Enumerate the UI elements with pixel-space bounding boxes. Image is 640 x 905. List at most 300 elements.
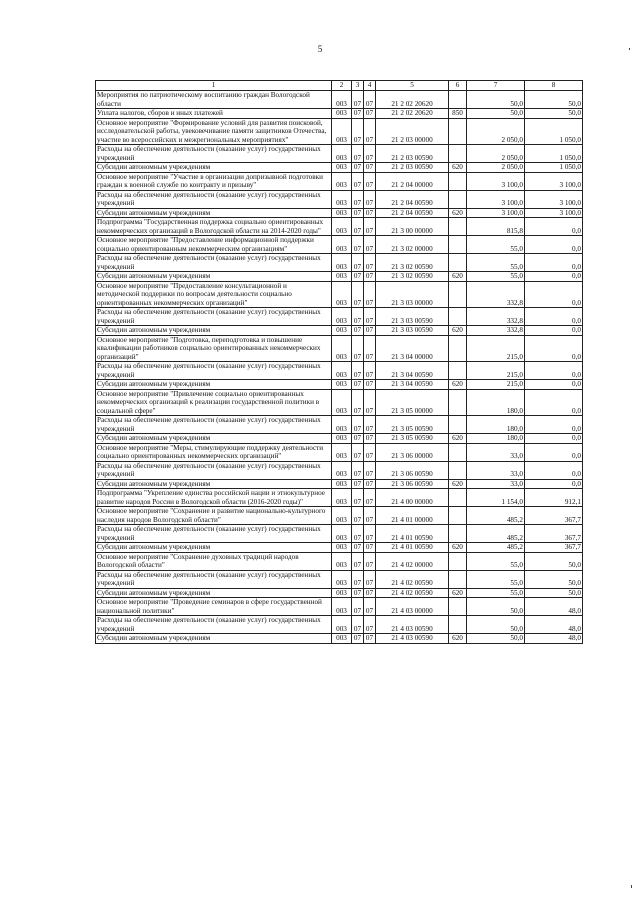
row-name-cell: Основное мероприятие "Сохранение и развитие национально-культурного наследия народов Вологодской области": [96, 507, 332, 525]
table-row: [96, 461, 583, 479]
amount-year1-cell: 2 050,0: [467, 118, 525, 145]
expense-type-cell: [449, 598, 467, 616]
section-code-cell: 07: [352, 326, 364, 336]
target-article-cell: 21 3 02 00000: [376, 236, 449, 254]
admin-code-cell: 003: [332, 208, 352, 218]
subsection-code-cell: 07: [364, 434, 376, 444]
admin-code-cell: 003: [332, 218, 352, 236]
admin-code-cell: 003: [332, 109, 352, 119]
target-article-cell: 21 4 02 00590: [376, 570, 449, 588]
column-header: 6: [449, 81, 467, 91]
amount-year1-cell: 180,0: [467, 389, 525, 416]
row-name-cell: Субсидии автономным учреждениям: [96, 163, 332, 173]
row-name-cell: Расходы на обеспечение деятельности (оказание услуг) государственных учреждений: [96, 254, 332, 272]
subsection-code-cell: 07: [364, 389, 376, 416]
subsection-code-cell: 07: [364, 172, 376, 190]
section-code-cell: 07: [352, 281, 364, 308]
table-row: [96, 236, 583, 254]
target-article-cell: 21 2 04 00590: [376, 208, 449, 218]
section-code-cell: 07: [352, 236, 364, 254]
target-article-cell: 21 4 03 00590: [376, 634, 449, 644]
table-row: [96, 335, 583, 362]
amount-year1-cell: 50,0: [467, 109, 525, 119]
amount-year2-cell: 50,0: [525, 588, 583, 598]
expense-type-cell: [449, 218, 467, 236]
amount-year2-cell: 912,1: [525, 489, 583, 507]
target-article-cell: 21 4 01 00000: [376, 507, 449, 525]
row-name-cell: Субсидии автономным учреждениям: [96, 272, 332, 282]
subsection-code-cell: 07: [364, 616, 376, 634]
row-name-cell: Расходы на обеспечение деятельности (оказание услуг) государственных учреждений: [96, 416, 332, 434]
section-code-cell: 07: [352, 479, 364, 489]
admin-code-cell: 003: [332, 190, 352, 208]
section-code-cell: 07: [352, 588, 364, 598]
target-article-cell: 21 3 06 00590: [376, 461, 449, 479]
section-code-cell: 07: [352, 254, 364, 272]
amount-year2-cell: 50,0: [525, 91, 583, 109]
table-row: [96, 543, 583, 553]
target-article-cell: 21 4 02 00000: [376, 552, 449, 570]
row-name-cell: Расходы на обеспечение деятельности (оказание услуг) государственных учреждений: [96, 190, 332, 208]
subsection-code-cell: 07: [364, 489, 376, 507]
admin-code-cell: 003: [332, 443, 352, 461]
amount-year1-cell: 485,2: [467, 507, 525, 525]
target-article-cell: 21 3 05 00000: [376, 389, 449, 416]
amount-year2-cell: 0,0: [525, 362, 583, 380]
expense-type-cell: 620: [449, 588, 467, 598]
section-code-cell: 07: [352, 172, 364, 190]
admin-code-cell: 003: [332, 479, 352, 489]
expense-type-cell: [449, 236, 467, 254]
amount-year1-cell: 215,0: [467, 335, 525, 362]
amount-year1-cell: 3 100,0: [467, 208, 525, 218]
section-code-cell: 07: [352, 335, 364, 362]
target-article-cell: 21 4 01 00590: [376, 543, 449, 553]
table-row: [96, 507, 583, 525]
table-row: [96, 145, 583, 163]
page-number: 5: [317, 44, 323, 54]
admin-code-cell: 003: [332, 434, 352, 444]
amount-year1-cell: 180,0: [467, 434, 525, 444]
section-code-cell: 07: [352, 507, 364, 525]
admin-code-cell: 003: [332, 525, 352, 543]
table-row: [96, 616, 583, 634]
amount-year2-cell: 0,0: [525, 236, 583, 254]
section-code-cell: 07: [352, 461, 364, 479]
row-name-cell: Основное мероприятие "Меры, стимулирующие поддержку деятельности социально ориентированных некоммерческих организаций": [96, 443, 332, 461]
subsection-code-cell: 07: [364, 236, 376, 254]
section-code-cell: 07: [352, 163, 364, 173]
subsection-code-cell: 07: [364, 254, 376, 272]
subsection-code-cell: 07: [364, 109, 376, 119]
target-article-cell: 21 2 03 00000: [376, 118, 449, 145]
target-article-cell: 21 4 00 00000: [376, 489, 449, 507]
section-code-cell: 07: [352, 308, 364, 326]
table-row: [96, 163, 583, 173]
target-article-cell: 21 3 03 00590: [376, 308, 449, 326]
row-name-cell: Основное мероприятие "Привлечение социально ориентированных некоммерческих организаций к реализации государственной политики в социальной сфере": [96, 389, 332, 416]
table-row: [96, 208, 583, 218]
amount-year2-cell: 0,0: [525, 308, 583, 326]
amount-year2-cell: 0,0: [525, 434, 583, 444]
target-article-cell: 21 2 04 00000: [376, 172, 449, 190]
amount-year2-cell: 367,7: [525, 543, 583, 553]
amount-year1-cell: 215,0: [467, 362, 525, 380]
admin-code-cell: 003: [332, 598, 352, 616]
amount-year1-cell: 33,0: [467, 461, 525, 479]
admin-code-cell: 003: [332, 389, 352, 416]
expense-type-cell: 850: [449, 109, 467, 119]
subsection-code-cell: 07: [364, 118, 376, 145]
table-row: [96, 172, 583, 190]
table-row: [96, 525, 583, 543]
amount-year1-cell: 485,2: [467, 525, 525, 543]
target-article-cell: 21 2 03 00590: [376, 163, 449, 173]
expense-type-cell: 620: [449, 380, 467, 390]
admin-code-cell: 003: [332, 236, 352, 254]
row-name-cell: Расходы на обеспечение деятельности (оказание услуг) государственных учреждений: [96, 145, 332, 163]
subsection-code-cell: 07: [364, 479, 376, 489]
subsection-code-cell: 07: [364, 281, 376, 308]
amount-year1-cell: 180,0: [467, 416, 525, 434]
table-row: [96, 362, 583, 380]
expense-type-cell: 620: [449, 272, 467, 282]
row-name-cell: Основное мероприятие "Подготовка, переподготовка и повышение квалификации работников социально ориентированных некоммерческих организаций": [96, 335, 332, 362]
admin-code-cell: 003: [332, 281, 352, 308]
expense-type-cell: [449, 335, 467, 362]
amount-year1-cell: 55,0: [467, 272, 525, 282]
target-article-cell: 21 2 04 00590: [376, 190, 449, 208]
section-code-cell: 07: [352, 552, 364, 570]
admin-code-cell: 003: [332, 489, 352, 507]
subsection-code-cell: 07: [364, 362, 376, 380]
column-header: 2: [332, 81, 352, 91]
amount-year1-cell: 3 100,0: [467, 172, 525, 190]
amount-year2-cell: 0,0: [525, 380, 583, 390]
amount-year2-cell: 48,0: [525, 634, 583, 644]
amount-year2-cell: 3 100,0: [525, 172, 583, 190]
expense-type-cell: [449, 145, 467, 163]
amount-year1-cell: 55,0: [467, 570, 525, 588]
row-name-cell: Основное мероприятие "Участие в организации допризывной подготовки граждан к военной службе по контракту и призыву": [96, 172, 332, 190]
subsection-code-cell: 07: [364, 443, 376, 461]
expense-type-cell: [449, 489, 467, 507]
section-code-cell: 07: [352, 272, 364, 282]
subsection-code-cell: 07: [364, 208, 376, 218]
expense-type-cell: [449, 118, 467, 145]
expense-type-cell: 620: [449, 208, 467, 218]
amount-year2-cell: 1 050,0: [525, 118, 583, 145]
table-row: [96, 570, 583, 588]
expense-type-cell: [449, 362, 467, 380]
table-row: [96, 443, 583, 461]
table-header-row: [96, 81, 583, 91]
target-article-cell: 21 4 01 00590: [376, 525, 449, 543]
row-name-cell: Субсидии автономным учреждениям: [96, 434, 332, 444]
admin-code-cell: 003: [332, 507, 352, 525]
target-article-cell: 21 3 02 00590: [376, 272, 449, 282]
section-code-cell: 07: [352, 389, 364, 416]
amount-year1-cell: 50,0: [467, 634, 525, 644]
scan-mark: [629, 48, 630, 50]
expense-type-cell: [449, 507, 467, 525]
amount-year2-cell: 48,0: [525, 598, 583, 616]
table-row: [96, 598, 583, 616]
subsection-code-cell: 07: [364, 380, 376, 390]
row-name-cell: Мероприятия по патриотическому воспитанию граждан Вологодской области: [96, 91, 332, 109]
table-row: [96, 308, 583, 326]
amount-year1-cell: 485,2: [467, 543, 525, 553]
table-row: [96, 380, 583, 390]
admin-code-cell: 003: [332, 91, 352, 109]
section-code-cell: 07: [352, 109, 364, 119]
row-name-cell: Субсидии автономным учреждениям: [96, 326, 332, 336]
section-code-cell: 07: [352, 416, 364, 434]
table-row: [96, 479, 583, 489]
row-name-cell: Основное мероприятие "Сохранение духовных традиций народов Вологодской области": [96, 552, 332, 570]
admin-code-cell: 003: [332, 570, 352, 588]
amount-year2-cell: 3 100,0: [525, 208, 583, 218]
target-article-cell: 21 3 04 00590: [376, 362, 449, 380]
subsection-code-cell: 07: [364, 552, 376, 570]
subsection-code-cell: 07: [364, 91, 376, 109]
section-code-cell: 07: [352, 525, 364, 543]
subsection-code-cell: 07: [364, 163, 376, 173]
expense-type-cell: 620: [449, 543, 467, 553]
section-code-cell: 07: [352, 570, 364, 588]
admin-code-cell: 003: [332, 118, 352, 145]
amount-year2-cell: 50,0: [525, 570, 583, 588]
row-name-cell: Основное мероприятие "Проведение семинаров в сфере государственной национальной политики": [96, 598, 332, 616]
subsection-code-cell: 07: [364, 218, 376, 236]
column-header: 5: [376, 81, 449, 91]
amount-year1-cell: 55,0: [467, 552, 525, 570]
row-name-cell: Подпрограмма "Государственная поддержка социально ориентированных некоммерческих организаций в Вологодской области на 2014-2020 годы": [96, 218, 332, 236]
column-header: 3: [352, 81, 364, 91]
admin-code-cell: 003: [332, 335, 352, 362]
expense-type-cell: [449, 281, 467, 308]
expense-type-cell: [449, 525, 467, 543]
row-name-cell: Субсидии автономным учреждениям: [96, 634, 332, 644]
subsection-code-cell: 07: [364, 335, 376, 362]
table-row: [96, 218, 583, 236]
amount-year1-cell: 3 100,0: [467, 190, 525, 208]
subsection-code-cell: 07: [364, 598, 376, 616]
expense-type-cell: [449, 389, 467, 416]
target-article-cell: 21 2 03 00590: [376, 145, 449, 163]
expense-type-cell: 620: [449, 434, 467, 444]
amount-year1-cell: 50,0: [467, 598, 525, 616]
amount-year2-cell: 0,0: [525, 335, 583, 362]
column-header: 1: [96, 81, 332, 91]
amount-year1-cell: 55,0: [467, 254, 525, 272]
row-name-cell: Расходы на обеспечение деятельности (оказание услуг) государственных учреждений: [96, 362, 332, 380]
amount-year1-cell: 2 050,0: [467, 145, 525, 163]
expense-type-cell: [449, 616, 467, 634]
amount-year1-cell: 215,0: [467, 380, 525, 390]
row-name-cell: Расходы на обеспечение деятельности (оказание услуг) государственных учреждений: [96, 525, 332, 543]
amount-year1-cell: 332,8: [467, 326, 525, 336]
amount-year2-cell: 367,7: [525, 507, 583, 525]
row-name-cell: Подпрограмма "Укрепление единства российской нации и этнокультурное развитие народов России в Вологодской области (2016-2020 годы)": [96, 489, 332, 507]
section-code-cell: 07: [352, 362, 364, 380]
amount-year2-cell: 0,0: [525, 416, 583, 434]
subsection-code-cell: 07: [364, 190, 376, 208]
section-code-cell: 07: [352, 598, 364, 616]
amount-year1-cell: 332,8: [467, 281, 525, 308]
section-code-cell: 07: [352, 443, 364, 461]
table-row: [96, 389, 583, 416]
section-code-cell: 07: [352, 91, 364, 109]
target-article-cell: 21 3 06 00000: [376, 443, 449, 461]
expense-type-cell: [449, 172, 467, 190]
table-row: [96, 588, 583, 598]
subsection-code-cell: 07: [364, 461, 376, 479]
admin-code-cell: 003: [332, 616, 352, 634]
amount-year2-cell: 3 100,0: [525, 190, 583, 208]
amount-year2-cell: 48,0: [525, 616, 583, 634]
amount-year2-cell: 0,0: [525, 389, 583, 416]
row-name-cell: Основное мероприятие "Формирование условий для развития поисковой, исследовательской работы, увековечивание памяти защитников Отечества, участие во всероссийских и межрегиональных мероприятиях": [96, 118, 332, 145]
target-article-cell: 21 3 03 00590: [376, 326, 449, 336]
table-row: [96, 434, 583, 444]
row-name-cell: Субсидии автономным учреждениям: [96, 208, 332, 218]
row-name-cell: Расходы на обеспечение деятельности (оказание услуг) государственных учреждений: [96, 461, 332, 479]
subsection-code-cell: 07: [364, 525, 376, 543]
expense-type-cell: [449, 443, 467, 461]
admin-code-cell: 003: [332, 254, 352, 272]
amount-year2-cell: 0,0: [525, 272, 583, 282]
amount-year2-cell: 0,0: [525, 218, 583, 236]
expense-type-cell: [449, 254, 467, 272]
target-article-cell: 21 3 06 00590: [376, 479, 449, 489]
table-row: [96, 91, 583, 109]
section-code-cell: 07: [352, 145, 364, 163]
table-row: [96, 272, 583, 282]
amount-year1-cell: 332,8: [467, 308, 525, 326]
amount-year2-cell: 1 050,0: [525, 145, 583, 163]
expense-type-cell: [449, 91, 467, 109]
expense-type-cell: [449, 570, 467, 588]
row-name-cell: Расходы на обеспечение деятельности (оказание услуг) государственных учреждений: [96, 308, 332, 326]
amount-year2-cell: 0,0: [525, 461, 583, 479]
table-row: [96, 190, 583, 208]
section-code-cell: 07: [352, 208, 364, 218]
admin-code-cell: 003: [332, 380, 352, 390]
admin-code-cell: 003: [332, 272, 352, 282]
amount-year2-cell: 367,7: [525, 525, 583, 543]
expense-type-cell: 620: [449, 479, 467, 489]
amount-year1-cell: 50,0: [467, 616, 525, 634]
section-code-cell: 07: [352, 616, 364, 634]
amount-year2-cell: 0,0: [525, 326, 583, 336]
subsection-code-cell: 07: [364, 588, 376, 598]
amount-year2-cell: 1 050,0: [525, 163, 583, 173]
table-row: [96, 416, 583, 434]
column-header: 4: [364, 81, 376, 91]
section-code-cell: 07: [352, 434, 364, 444]
subsection-code-cell: 07: [364, 570, 376, 588]
table-row: [96, 552, 583, 570]
admin-code-cell: 003: [332, 416, 352, 434]
amount-year2-cell: 0,0: [525, 281, 583, 308]
subsection-code-cell: 07: [364, 416, 376, 434]
expense-type-cell: [449, 308, 467, 326]
amount-year2-cell: 0,0: [525, 479, 583, 489]
row-name-cell: Субсидии автономным учреждениям: [96, 543, 332, 553]
amount-year1-cell: 50,0: [467, 91, 525, 109]
amount-year1-cell: 55,0: [467, 588, 525, 598]
admin-code-cell: 003: [332, 163, 352, 173]
amount-year1-cell: 2 050,0: [467, 163, 525, 173]
row-name-cell: Основное мероприятие "Предоставление консультационной и методической поддержки по вопросам деятельности социально ориентированных некоммерческих организаций": [96, 281, 332, 308]
target-article-cell: 21 4 02 00590: [376, 588, 449, 598]
row-name-cell: Субсидии автономным учреждениям: [96, 588, 332, 598]
row-name-cell: Субсидии автономным учреждениям: [96, 380, 332, 390]
subsection-code-cell: 07: [364, 272, 376, 282]
amount-year2-cell: 50,0: [525, 552, 583, 570]
expense-type-cell: [449, 552, 467, 570]
amount-year1-cell: 33,0: [467, 443, 525, 461]
table-row: [96, 118, 583, 145]
admin-code-cell: 003: [332, 588, 352, 598]
subsection-code-cell: 07: [364, 308, 376, 326]
expense-type-cell: 620: [449, 634, 467, 644]
amount-year2-cell: 0,0: [525, 254, 583, 272]
row-name-cell: Расходы на обеспечение деятельности (оказание услуг) государственных учреждений: [96, 616, 332, 634]
admin-code-cell: 003: [332, 172, 352, 190]
amount-year1-cell: 55,0: [467, 236, 525, 254]
target-article-cell: 21 2 02 20620: [376, 109, 449, 119]
admin-code-cell: 003: [332, 326, 352, 336]
subsection-code-cell: 07: [364, 326, 376, 336]
table-row: [96, 489, 583, 507]
table-row: [96, 326, 583, 336]
target-article-cell: 21 3 05 00590: [376, 416, 449, 434]
admin-code-cell: 003: [332, 552, 352, 570]
admin-code-cell: 003: [332, 543, 352, 553]
table-row: [96, 254, 583, 272]
subsection-code-cell: 07: [364, 145, 376, 163]
subsection-code-cell: 07: [364, 507, 376, 525]
amount-year1-cell: 33,0: [467, 479, 525, 489]
section-code-cell: 07: [352, 218, 364, 236]
admin-code-cell: 003: [332, 145, 352, 163]
admin-code-cell: 003: [332, 308, 352, 326]
target-article-cell: 21 3 04 00000: [376, 335, 449, 362]
target-article-cell: 21 3 00 00000: [376, 218, 449, 236]
expense-type-cell: 620: [449, 163, 467, 173]
row-name-cell: Расходы на обеспечение деятельности (оказание услуг) государственных учреждений: [96, 570, 332, 588]
admin-code-cell: 003: [332, 634, 352, 644]
table-row: [96, 634, 583, 644]
section-code-cell: 07: [352, 118, 364, 145]
target-article-cell: 21 3 04 00590: [376, 380, 449, 390]
expense-type-cell: [449, 461, 467, 479]
amount-year2-cell: 0,0: [525, 443, 583, 461]
subsection-code-cell: 07: [364, 634, 376, 644]
admin-code-cell: 003: [332, 362, 352, 380]
target-article-cell: 21 3 02 00590: [376, 254, 449, 272]
section-code-cell: 07: [352, 489, 364, 507]
amount-year1-cell: 1 154,0: [467, 489, 525, 507]
expense-type-cell: [449, 416, 467, 434]
subsection-code-cell: 07: [364, 543, 376, 553]
amount-year2-cell: 50,0: [525, 109, 583, 119]
target-article-cell: 21 3 03 00000: [376, 281, 449, 308]
row-name-cell: Субсидии автономным учреждениям: [96, 479, 332, 489]
column-header: 8: [525, 81, 583, 91]
